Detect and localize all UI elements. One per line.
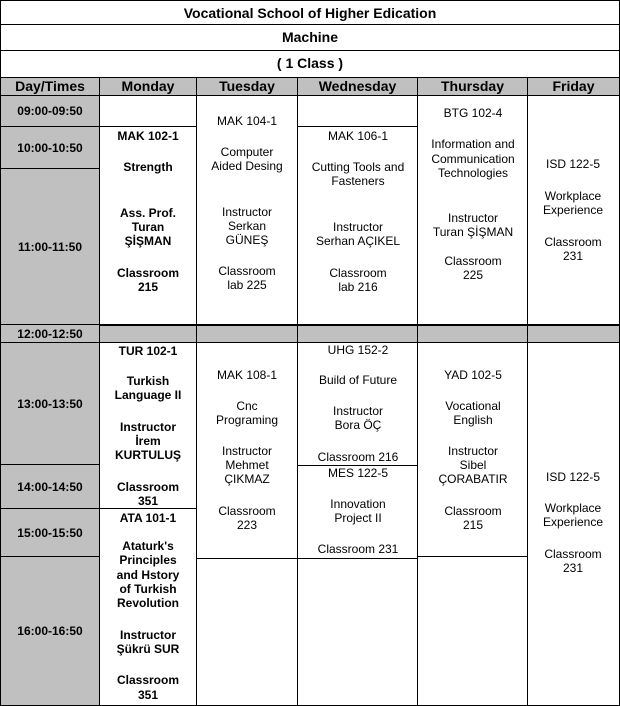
department-title: Machine (0, 25, 620, 51)
course-name: Computer (220, 145, 274, 159)
class-block-mes122[interactable] (298, 466, 418, 559)
course-name: Experience (542, 203, 604, 217)
room-number: 351 (137, 688, 159, 702)
instructor-surname: KURTULUŞ (115, 448, 181, 462)
class-block-mak108[interactable] (197, 343, 298, 559)
course-name: Programing (215, 413, 279, 427)
time-slot: 14:00-14:50 (0, 465, 100, 509)
course-name: Innovation (330, 497, 386, 511)
time-slot: 12:00-12:50 (0, 325, 100, 343)
time-slot: 15:00-15:50 (0, 509, 100, 557)
course-code: ISD 122-5 (545, 470, 601, 484)
class-block-tur102[interactable] (100, 343, 197, 509)
course-name: Aided Desing (211, 159, 283, 173)
room-label: Classroom (218, 504, 276, 518)
tuesday-empty-slot (197, 559, 298, 706)
instructor-title: Instructor (447, 211, 499, 225)
time-slot: 13:00-13:50 (0, 343, 100, 465)
room-number: lab 225 (227, 278, 267, 292)
course-name: Ataturk's (122, 539, 174, 553)
room-label: Classroom (116, 480, 180, 494)
room-label: Classroom 231 (317, 542, 399, 556)
instructor-title: Instructor (447, 444, 499, 458)
class-block-ata101[interactable] (100, 509, 197, 706)
lunch-divider (197, 325, 298, 343)
room-number: lab 216 (338, 280, 378, 294)
header-thursday: Thursday (418, 77, 528, 96)
class-block-yad102[interactable] (418, 343, 528, 557)
course-name: Turkish (126, 374, 170, 388)
course-name: Revolution (117, 596, 179, 610)
instructor-name: Mehmet (225, 458, 269, 472)
course-name: Communication (431, 152, 515, 166)
class-title: ( 1 Class ) (0, 51, 620, 77)
instructor-name: Sibel (459, 458, 487, 472)
instructor-name: İrem (135, 434, 161, 448)
room-label: Classroom (116, 266, 180, 280)
course-name: Strength (123, 160, 173, 174)
course-name: Project II (334, 511, 382, 525)
course-name: Workplace (544, 189, 602, 203)
instructor-name: Şükrü SUR (116, 642, 180, 656)
room-label: Classroom (218, 264, 276, 278)
course-code: TUR 102-1 (118, 344, 178, 358)
instructor-title: Instructor (332, 404, 384, 418)
instructor-surname: ÇORABATIR (438, 472, 508, 486)
course-code: MES 122-5 (327, 466, 389, 480)
instructor-name: Bora ÖÇ (334, 418, 382, 432)
instructor-name: Turan ŞİŞMAN (432, 225, 514, 239)
class-block-btg102[interactable] (418, 96, 528, 325)
course-code: UHG 152-2 (327, 343, 389, 357)
course-name: and Hstory (116, 568, 180, 582)
lunch-divider (100, 325, 197, 343)
course-name: Experience (542, 515, 604, 529)
instructor-surname: GÜNEŞ (225, 233, 269, 247)
monday-empty-slot (100, 96, 197, 127)
course-name: Vocational (445, 399, 501, 413)
lunch-divider (418, 325, 528, 343)
school-title: Vocational School of Higher Edication (0, 0, 620, 25)
room-number: 351 (137, 494, 159, 508)
course-code: MAK 104-1 (216, 114, 278, 128)
course-code: MAK 108-1 (216, 368, 278, 382)
instructor-surname: ÇIKMAZ (224, 472, 270, 486)
room-number: 225 (462, 268, 484, 282)
header-day-times: Day/Times (0, 77, 100, 96)
course-name: Cnc (236, 399, 258, 413)
instructor-name: Turan (131, 220, 165, 234)
room-label: Classroom (444, 254, 502, 268)
course-code: MAK 106-1 (327, 129, 389, 143)
wednesday-empty-slot (298, 96, 418, 127)
thursday-empty-slot (418, 557, 528, 706)
room-label: Classroom (544, 547, 602, 561)
instructor-title: Instructor (221, 205, 273, 219)
course-code: YAD 102-5 (444, 368, 502, 382)
instructor-title: Instructor (332, 220, 384, 234)
class-block-isd122-afternoon[interactable] (528, 343, 620, 706)
course-name: Information and (431, 137, 515, 151)
course-code: ATA 101-1 (119, 511, 177, 525)
room-number: 231 (562, 561, 584, 575)
course-name: Technologies (437, 166, 509, 180)
course-name: Cutting Tools and (311, 160, 405, 174)
time-slot: 10:00-10:50 (0, 127, 100, 169)
class-block-mak102[interactable] (100, 127, 197, 325)
room-label: Classroom (329, 266, 387, 280)
instructor-name: Serhan AÇIKEL (315, 234, 401, 248)
class-block-mak104[interactable] (197, 96, 298, 325)
lunch-divider (298, 325, 418, 343)
room-number: 223 (236, 518, 258, 532)
course-code: MAK 102-1 (117, 129, 179, 143)
header-monday: Monday (100, 77, 197, 96)
course-name: English (453, 413, 493, 427)
room-number: 215 (462, 518, 484, 532)
class-block-mak106[interactable] (298, 127, 418, 325)
instructor-surname: ŞİŞMAN (124, 234, 172, 248)
header-friday: Friday (528, 77, 620, 96)
class-block-isd122-morning[interactable] (528, 96, 620, 325)
time-slot: 11:00-11:50 (0, 169, 100, 325)
course-code: BTG 102-4 (443, 106, 503, 120)
instructor-title: Ass. Prof. (119, 206, 177, 220)
time-slot: 16:00-16:50 (0, 557, 100, 706)
course-code: ISD 122-5 (545, 157, 601, 171)
room-label: Classroom 216 (317, 450, 399, 464)
course-name: Language II (114, 388, 182, 402)
course-name: Workplace (544, 501, 602, 515)
course-name: Principles (119, 553, 177, 567)
time-slot: 09:00-09:50 (0, 96, 100, 127)
header-wednesday: Wednesday (298, 77, 418, 96)
course-name: of Turkish (119, 582, 177, 596)
instructor-title: Instructor (119, 420, 177, 434)
wednesday-empty-slot (298, 559, 418, 706)
room-label: Classroom (544, 235, 602, 249)
room-number: 231 (562, 249, 584, 263)
room-label: Classroom (116, 673, 180, 687)
room-label: Classroom (444, 504, 502, 518)
header-tuesday: Tuesday (197, 77, 298, 96)
course-name: Build of Future (318, 373, 398, 387)
room-number: 215 (137, 280, 159, 294)
class-block-uhg152[interactable] (298, 343, 418, 466)
course-name: Fasteners (331, 174, 385, 188)
instructor-title: Instructor (221, 444, 273, 458)
instructor-title: Instructor (119, 628, 177, 642)
instructor-name: Serkan (227, 219, 267, 233)
